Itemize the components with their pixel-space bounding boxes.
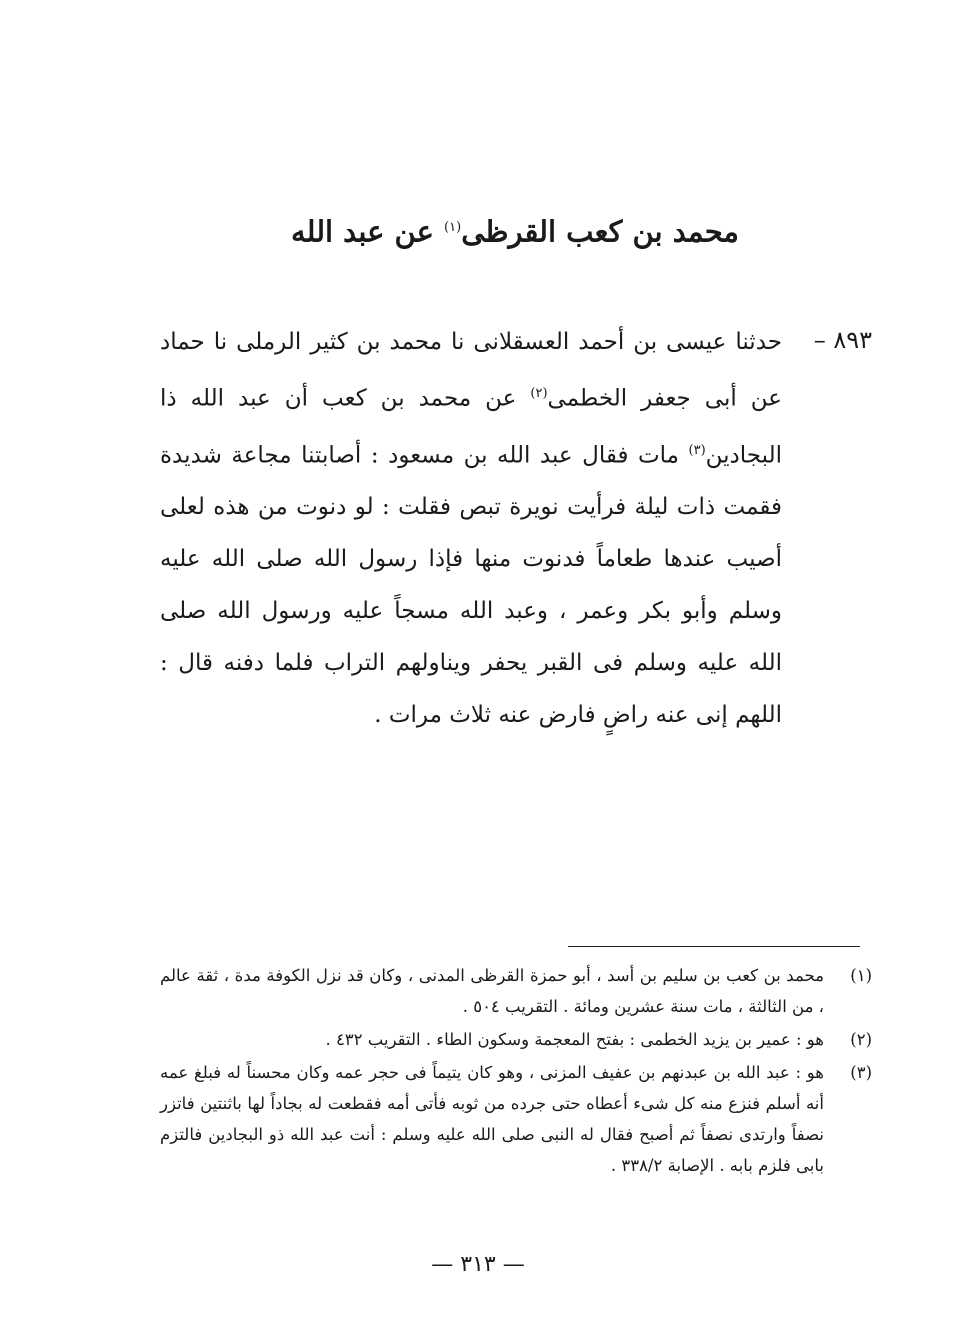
footnote-2 <box>160 1024 872 1055</box>
footnote-ref-3: (٣) <box>688 442 706 458</box>
footnote-text: هو : عبد الله بن عبدنهم بن عفيف المزنى ، وهو كان يتيماً فى حجر عمه وكان محسناً له فبلغ عمه أنه أسلم فنزع منه كل شىء أعطاه حتى جرده من ثوبه فأتى أمه فقطعت له بجاداً لها باثنتين فاتزر نصفاً وارتدى نصفاً ثم أصبح فقال له النبى صلى الله عليه وسلم : أنت عبد الله ذو البجادين فالتزم بابى فلزم بابه . الإصابة ٣٣٨/٢ . <box>160 1063 824 1175</box>
footnote-3 <box>160 1057 872 1181</box>
hadith-text <box>160 316 782 741</box>
footnote-number: (٣) <box>850 1063 872 1082</box>
hadith-text-part-1: حدثنا عيسى بن أحمد العسقلانى نا محمد بن كثير الرملى نا حماد عن أبى جعفر الخطمى <box>160 329 782 412</box>
footnote-number: (١) <box>850 966 872 985</box>
hadith-text-part-2: عن محمد بن كعب أن عبد الله ذا البجادين <box>160 385 782 469</box>
chapter-title <box>150 208 880 252</box>
footnotes <box>160 960 872 1183</box>
footnote-text: محمد بن كعب بن سليم بن أسد ، أبو حمزة القرظى المدنى ، وكان قد نزل الكوفة مدة ، ثقة عالم ، من الثالثة ، مات سنة عشرين ومائة . التقريب ٥٠٤ . <box>160 966 824 1016</box>
footnote-number: (٢) <box>850 1030 872 1049</box>
footnote-1 <box>160 960 872 1022</box>
hadith-entry <box>160 316 872 741</box>
title-text-end: عن عبد الله <box>291 214 445 249</box>
title-text: محمد بن كعب القرظى <box>461 214 739 249</box>
footnote-text: هو : عمير بن يزيد الخطمى : بفتح المعجمة وسكون الطاء . التقريب ٤٣٢ . <box>325 1030 824 1049</box>
footnote-ref-2: (٢) <box>530 386 548 401</box>
hadith-text-part-3: مات فقال عبد الله بن مسعود : أصابتنا مجاعة شديدة فقمت ذات ليلة فرأيت نويرة تبص فقلت : لو دنوت من هذه لعلى أصيب عندها طعاماً فدنوت منها فإذا رسول الله صلى الله عليه وسلم وأبو بكر وعمر ، وعبد الله مسجاً عليه ورسول الله صلى الله عليه وسلم فى القبر يحفر ويناولهم التراب فلما دفنه قال : اللهم إنى عنه راضٍ فارض عنه ثلاث مرات . <box>160 442 782 729</box>
hadith-number: ٨٩٣ – <box>813 326 872 354</box>
footnote-ref-1: (١) <box>444 220 462 235</box>
footnote-divider <box>568 946 860 947</box>
page-number: — ٣١٣ — <box>431 1252 525 1277</box>
